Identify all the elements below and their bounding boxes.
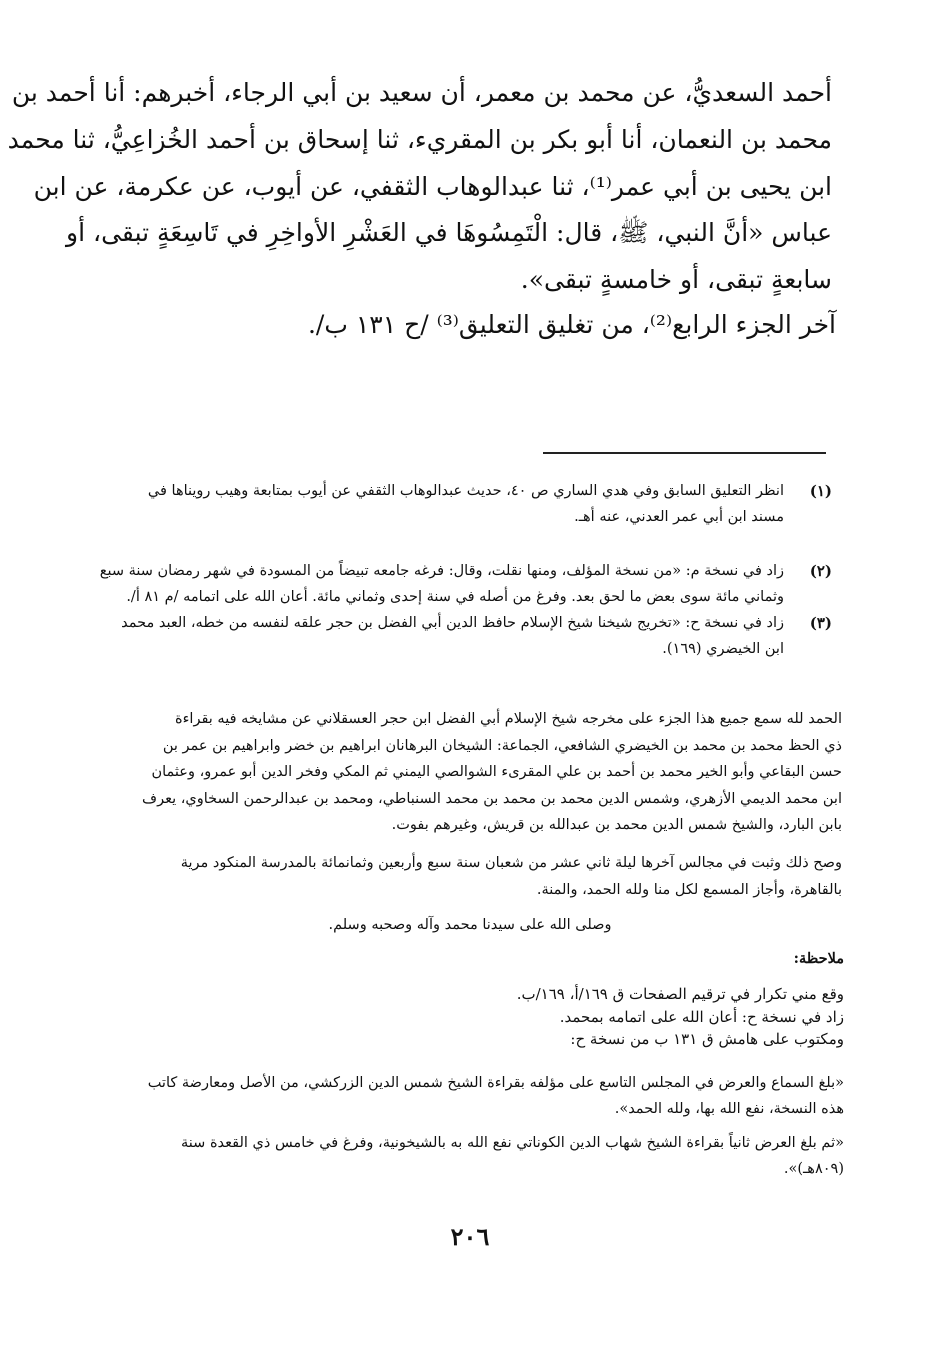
note-line: ومكتوب على هامش ق ١٣١ ب من نسخة ح: <box>570 1030 844 1048</box>
footnote-text <box>108 610 784 662</box>
footnote-number: (١) <box>809 482 832 500</box>
footnote-number: (٣) <box>809 614 832 632</box>
note-lines <box>104 983 844 1051</box>
footnote-line: انظر التعليق السابق وفي هدي الساري ص ٤٠، حديث عبدالوهاب الثقفي عن أيوب بمتابعة وهيب رويناها في <box>147 483 784 499</box>
main-text-line: محمد بن النعمان، أنا أبو بكر بن المقريء، ثنا إسحاق بن أحمد الخُزاعِيُّ، ثنا محمد <box>7 124 832 154</box>
margin-quote-2 <box>100 1130 844 1182</box>
footnote-divider <box>543 452 826 454</box>
footnote-line: مسند ابن أبي عمر العدني، عنه أهـ. <box>574 509 784 525</box>
end-of-part-line: آخر الجزء الرابع⁽²⁾، من تغليق التعليق⁽³⁾ /ح ١٣١ ب/. <box>307 310 836 339</box>
colophon-line: ذي الحظ محمد بن محمد بن الخيضري الشافعي، الجماعة: الشيخان البرهانان ابراهيم بن خضر وابراهيم بن عمر بن <box>162 737 842 754</box>
colophon-line: وصح ذلك وثبت في مجالس آخرها ليلة ثاني عشر من شعبان سنة سبع وأربعين وثمانمائة بالمدرسة المنكود مرية <box>180 855 842 871</box>
footnote-1 <box>108 478 832 530</box>
quote-line: (٨٠٩هـ)». <box>783 1161 844 1177</box>
margin-quote-1 <box>100 1070 844 1122</box>
quote-line: هذه النسخة، نفع الله بها، ولله الحمد». <box>614 1101 844 1117</box>
footnote-text <box>99 558 784 610</box>
colophon-paragraph-2 <box>100 850 842 903</box>
colophon-line: ابن محمد الديمي الأزهري، وشمس الدين محمد بن محمد بن محمد السنباطي، ومحمد بن عبدالرحمن السخاوي، يعرف <box>142 790 842 807</box>
footnote-line: ابن الخيضري (١٦٩). <box>662 641 784 657</box>
footnote-line: وثماني مائة سوى بعض ما لحق بعد. وفرغ من أصله في سنة إحدى وثماني مائة. أعان الله على اتمامه /م ٨١ أ/. <box>126 589 784 605</box>
footnote-line: زاد في نسخة م: «من نسخة المؤلف، ومنها نقلت، وقال: فرغه جامعه تبيضاً من المسودة في شهر رمضان سنة سبع <box>99 563 784 579</box>
note-line: وقع مني تكرار في ترقيم الصفحات ق ١٦٩/أ، ١٦٩/ب. <box>516 985 844 1003</box>
colophon-line: الحمد لله سمع جميع هذا الجزء على مخرجه شيخ الإسلام أبي الفضل ابن حجر العسقلاني عن مشايخه فيه بقراءة <box>175 711 842 727</box>
note-heading: ملاحظة: <box>793 950 844 967</box>
main-text-line: عباس «أنَّ النبي، ﷺ، قال: الْتَمِسُوهَا في العَشْرِ الأواخِرِ في تَاسِعَةٍ تبقى، أو <box>66 218 832 248</box>
footnote-line: زاد في نسخة ح: «تخريج شيخنا شيخ الإسلام حافظ الدين أبي الفضل بن حجر علقه لنفسه من خطه، العبد محمد <box>121 615 784 631</box>
note-line: زاد في نسخة ح: أعان الله على اتمامه بمحمد. <box>559 1007 844 1026</box>
colophon-closing: وصلى الله على سيدنا محمد وآله وصحبه وسلم. <box>328 917 612 933</box>
main-text-line: ابن يحيى بن أبي عمر⁽¹⁾، ثنا عبدالوهاب الثقفي، عن أيوب، عن عكرمة، عن ابن <box>33 171 832 201</box>
page-number: ٢٠٦ <box>450 1222 490 1251</box>
footnote-number: (٢) <box>809 562 832 580</box>
footnote-3 <box>108 610 832 662</box>
colophon-paragraph-1 <box>100 706 842 839</box>
colophon-line: بابن البارد، والشيخ شمس الدين محمد بن عبدالله بن قريش، وغيرهم بفوت. <box>391 817 842 833</box>
colophon-line: حسن البقاعي وأبو الخير محمد بن أحمد بن علي المقرىء الشوالصي اليمني ثم المكي وفخر الدين أبو عمرو، وعثمان <box>151 764 842 780</box>
main-text-line: أحمد السعديُّ، عن محمد بن معمر، أن سعيد بن أبي الرجاء، أخبرهم: أنا أحمد بن <box>11 78 832 107</box>
footnote-text <box>108 478 784 530</box>
quote-line: «ثم بلغ العرض ثانياً بقراءة الشيخ شهاب الدين الكوناتي نفع الله به بالشيخونية، وفرغ في خامس ذي القعدة سنة <box>181 1135 844 1151</box>
main-text <box>7 70 832 304</box>
main-text-line: سابعةٍ تبقى، أو خامسةٍ تبقى». <box>520 265 832 295</box>
colophon-line: بالقاهرة، وأجاز المسمع لكل منا ولله الحمد، والمنة. <box>536 881 842 898</box>
quote-line: «بلغ السماع والعرض في المجلس التاسع على مؤلفه بقراءة الشيخ شمس الدين الزركشي، من الأصل ومعارضة كاتب <box>147 1075 844 1091</box>
footnote-2 <box>99 558 832 610</box>
